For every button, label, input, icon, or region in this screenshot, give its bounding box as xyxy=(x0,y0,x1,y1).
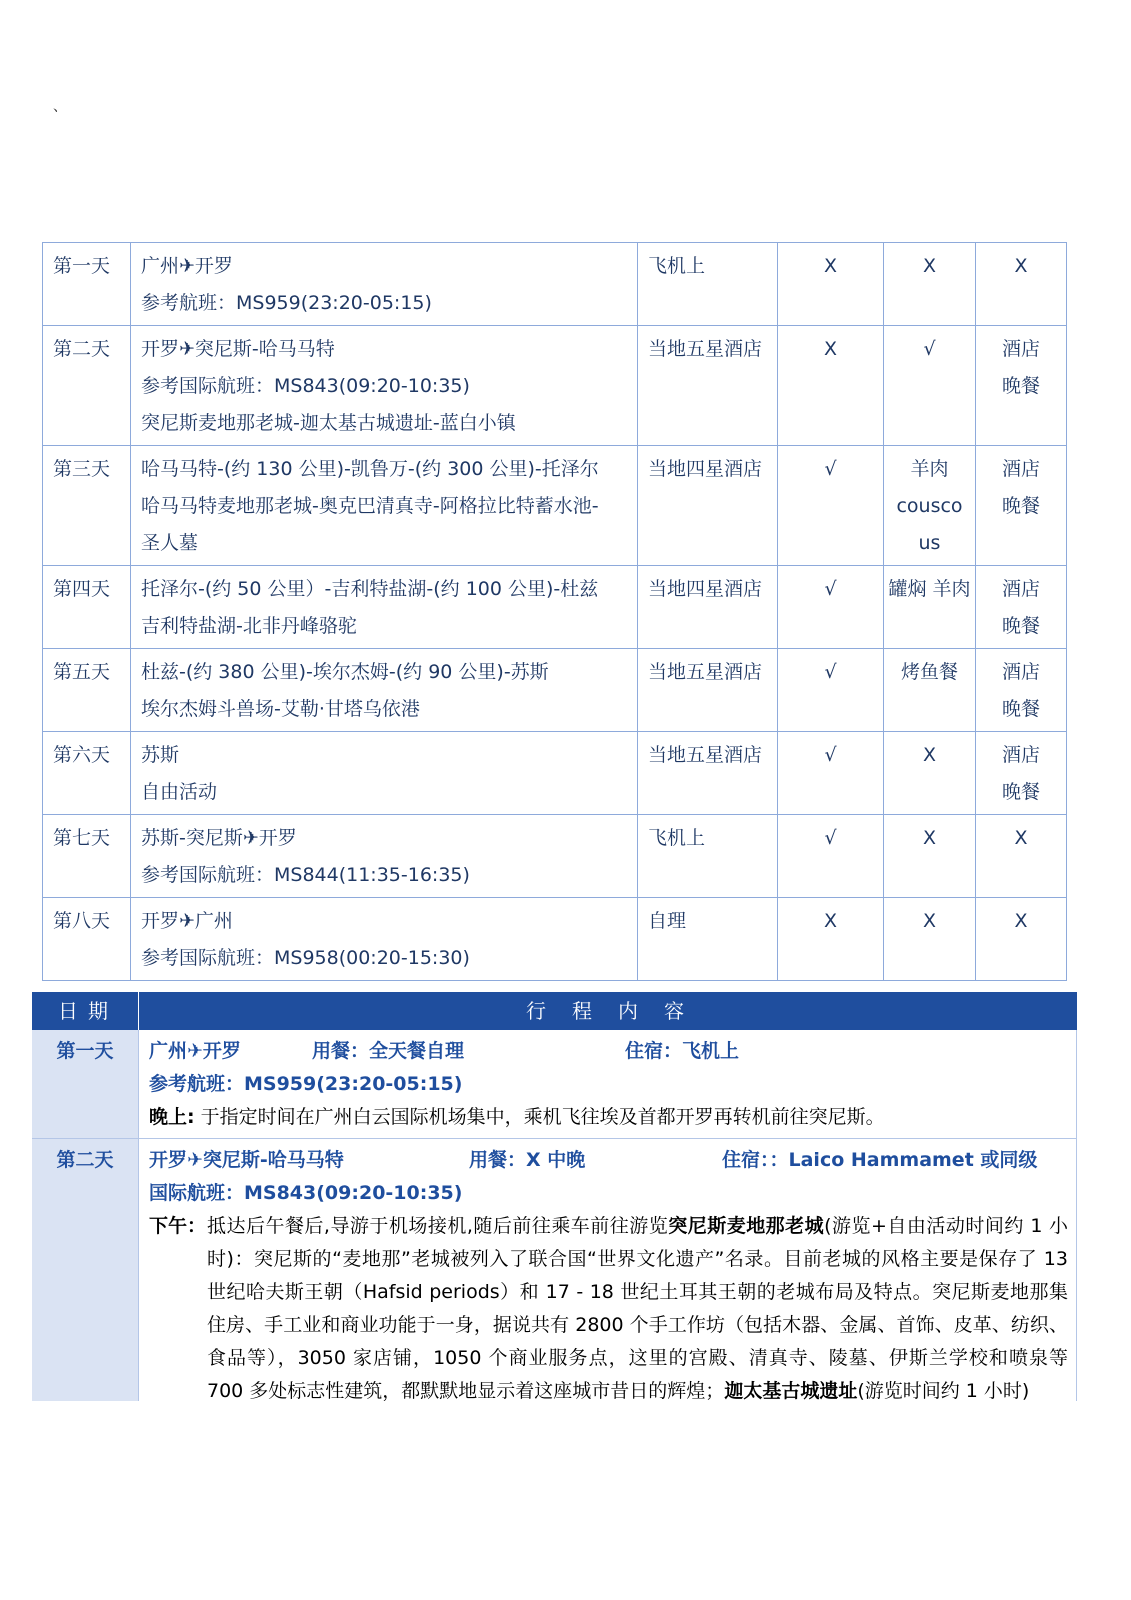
lunch-cell: X xyxy=(884,898,976,981)
route-line: 开罗✈突尼斯-哈马马特 xyxy=(141,338,335,360)
route-line: 参考国际航班：MS958(00:20-15:30) xyxy=(141,947,470,969)
dinner-line: 酒店 xyxy=(1001,744,1040,766)
route-line xyxy=(149,1144,1068,1177)
breakfast-cell: √ xyxy=(778,446,884,566)
summary-row xyxy=(43,243,1067,326)
lunch-cell: 罐焖 羊肉 xyxy=(884,566,976,649)
meal-info: 用餐：X 中晚 xyxy=(469,1149,586,1171)
day-cell: 第七天 xyxy=(43,815,131,898)
dinner-cell xyxy=(976,566,1067,649)
evening-line xyxy=(149,1101,1068,1134)
hotel-cell: 飞机上 xyxy=(638,815,778,898)
breakfast-cell: X xyxy=(778,243,884,326)
route-cell xyxy=(131,446,638,566)
highlight-medina: 突尼斯麦地那老城 xyxy=(668,1215,825,1237)
breakfast-cell: √ xyxy=(778,566,884,649)
breakfast-cell: X xyxy=(778,898,884,981)
route-line: 埃尔杰姆斗兽场-艾勒·甘塔乌依港 xyxy=(141,698,420,720)
flight-info: 国际航班：MS843(09:20-10:35) xyxy=(149,1182,463,1204)
afternoon-text xyxy=(207,1210,1068,1401)
dinner-cell xyxy=(976,446,1067,566)
route-line: 托泽尔-(约 50 公里）-吉利特盐湖-(约 100 公里)-杜兹 xyxy=(141,578,599,600)
route-line: 吉利特盐湖-北非丹峰骆驼 xyxy=(141,615,357,637)
flight-line xyxy=(149,1068,1068,1101)
text-part: (游览+自由活动时间约 1 小时)：突尼斯的“麦地那”老城被列入了联合国“世界文化遗产”名录。目前老城的风格主要是保存了 13 世纪哈夫斯王朝（Hafsid periods）和 17 - 18 世纪土耳其王朝的老城布局及特点。突尼斯麦地那集住房、手工业和商业功能于一身，据说共有 2800 个手工作坊（包括木器、金属、首饰、皮革、纺织、食品等），3050 家店铺，1050 个商业服务点，这里的宫殿、清真寺、陵墓、伊斯兰学校和喷泉等 700 多处标志性建筑，都默默地显示着这座城市昔日的辉煌； xyxy=(207,1215,1068,1401)
stay-info: 住宿：：Laico Hammamet 或同级 xyxy=(722,1149,1038,1171)
route-line: 参考国际航班：MS844(11:35-16:35) xyxy=(141,864,470,886)
dinner-cell xyxy=(976,243,1067,326)
lunch-cell: X xyxy=(884,815,976,898)
route-line: 哈马马特麦地那老城-奥克巴清真寺-阿格拉比特蓄水池- xyxy=(141,495,599,517)
lunch-cell: X xyxy=(884,243,976,326)
dinner-line: 酒店 xyxy=(1001,661,1040,683)
detail-content xyxy=(139,1030,1077,1138)
day-cell: 第三天 xyxy=(43,446,131,566)
day-cell: 第五天 xyxy=(43,649,131,732)
hotel-cell: 当地四星酒店 xyxy=(638,446,778,566)
summary-row xyxy=(43,566,1067,649)
summary-row xyxy=(43,446,1067,566)
detail-content xyxy=(139,1139,1077,1401)
lunch-cell: √ xyxy=(884,326,976,446)
dinner-line: 晚餐 xyxy=(1001,615,1040,637)
hotel-cell: 飞机上 xyxy=(638,243,778,326)
flight-info: 参考航班：MS959(23:20-05:15) xyxy=(149,1073,463,1095)
detail-row-day1 xyxy=(32,1030,1077,1139)
evening-text: 于指定时间在广州白云国际机场集中，乘机飞往埃及首都开罗再转机前往突尼斯。 xyxy=(194,1106,885,1128)
dinner-line: 晚餐 xyxy=(1001,698,1040,720)
hotel-cell: 当地五星酒店 xyxy=(638,326,778,446)
route-cell xyxy=(131,649,638,732)
dinner-cell xyxy=(976,326,1067,446)
dinner-cell xyxy=(976,649,1067,732)
text-part: (游览时间约 1 小时) xyxy=(857,1380,1030,1401)
route-line: 自由活动 xyxy=(141,781,218,803)
summary-row xyxy=(43,649,1067,732)
detail-row-day2 xyxy=(32,1139,1077,1401)
route-cell xyxy=(131,243,638,326)
day-cell: 第八天 xyxy=(43,898,131,981)
dinner-line: X xyxy=(1014,255,1028,277)
dinner-line: X xyxy=(1014,827,1028,849)
route-cell xyxy=(131,566,638,649)
dinner-cell xyxy=(976,732,1067,815)
flight-line xyxy=(149,1177,1068,1210)
day-cell: 第四天 xyxy=(43,566,131,649)
route-line: 参考航班：MS959(23:20-05:15) xyxy=(141,292,432,314)
summary-row xyxy=(43,815,1067,898)
afternoon-paragraph xyxy=(149,1210,1068,1401)
lunch-cell: 羊肉 cousco us xyxy=(884,446,976,566)
dinner-line: X xyxy=(1014,910,1028,932)
route-line: 突尼斯麦地那老城-迦太基古城遗址-蓝白小镇 xyxy=(141,412,516,434)
corner-mark: 、 xyxy=(53,99,67,115)
header-date: 日期 xyxy=(32,992,139,1030)
evening-label: 晚上: xyxy=(149,1106,195,1128)
detail-day-label: 第二天 xyxy=(32,1139,139,1401)
breakfast-cell: X xyxy=(778,326,884,446)
dinner-line: 晚餐 xyxy=(1001,495,1040,517)
route-cell xyxy=(131,732,638,815)
lunch-cell: 烤鱼餐 xyxy=(884,649,976,732)
detail-header xyxy=(32,992,1077,1030)
route: 广州✈开罗 xyxy=(149,1040,241,1062)
dinner-cell xyxy=(976,898,1067,981)
route-cell xyxy=(131,815,638,898)
stay-info: 住宿：飞机上 xyxy=(625,1040,740,1062)
day-cell: 第二天 xyxy=(43,326,131,446)
route-line: 哈马马特-(约 130 公里)-凯鲁万-(约 300 公里)-托泽尔 xyxy=(141,458,599,480)
breakfast-cell: √ xyxy=(778,815,884,898)
meal-info: 用餐：全天餐自理 xyxy=(312,1040,465,1062)
route-cell xyxy=(131,898,638,981)
day-cell: 第六天 xyxy=(43,732,131,815)
day-cell: 第一天 xyxy=(43,243,131,326)
detail-day-label: 第一天 xyxy=(32,1030,139,1138)
dinner-line: 晚餐 xyxy=(1001,375,1040,397)
route-line: 苏斯 xyxy=(141,744,180,766)
route-line: 参考国际航班：MS843(09:20-10:35) xyxy=(141,375,470,397)
hotel-cell: 当地五星酒店 xyxy=(638,649,778,732)
itinerary-detail xyxy=(32,992,1077,1401)
itinerary-summary-table xyxy=(42,242,1067,981)
hotel-cell: 当地四星酒店 xyxy=(638,566,778,649)
summary-row xyxy=(43,898,1067,981)
dinner-cell xyxy=(976,815,1067,898)
dinner-line: 酒店 xyxy=(1001,578,1040,600)
breakfast-cell: √ xyxy=(778,732,884,815)
summary-row xyxy=(43,732,1067,815)
hotel-cell: 当地五星酒店 xyxy=(638,732,778,815)
text-part: 抵达后午餐后,导游于机场接机,随后前往乘车前往游览 xyxy=(207,1215,669,1237)
header-content: 行程内容 xyxy=(526,999,710,1023)
summary-row xyxy=(43,326,1067,446)
dinner-line: 酒店 xyxy=(1001,338,1040,360)
route-line: 圣人墓 xyxy=(141,532,199,554)
route-line: 广州✈开罗 xyxy=(141,255,233,277)
highlight-carthage: 迦太基古城遗址 xyxy=(724,1380,858,1401)
lunch-cell: X xyxy=(884,732,976,815)
route-line: 苏斯-突尼斯✈开罗 xyxy=(141,827,297,849)
route-line: 杜兹-(约 380 公里)-埃尔杰姆-(约 90 公里)-苏斯 xyxy=(141,661,549,683)
dinner-line: 酒店 xyxy=(1001,458,1040,480)
route-cell xyxy=(131,326,638,446)
route-line: 开罗✈广州 xyxy=(141,910,233,932)
dinner-line: 晚餐 xyxy=(1001,781,1040,803)
afternoon-label: 下午： xyxy=(149,1215,207,1237)
breakfast-cell: √ xyxy=(778,649,884,732)
hotel-cell: 自理 xyxy=(638,898,778,981)
route: 开罗✈突尼斯-哈马马特 xyxy=(149,1149,344,1171)
route-line xyxy=(149,1035,1068,1068)
